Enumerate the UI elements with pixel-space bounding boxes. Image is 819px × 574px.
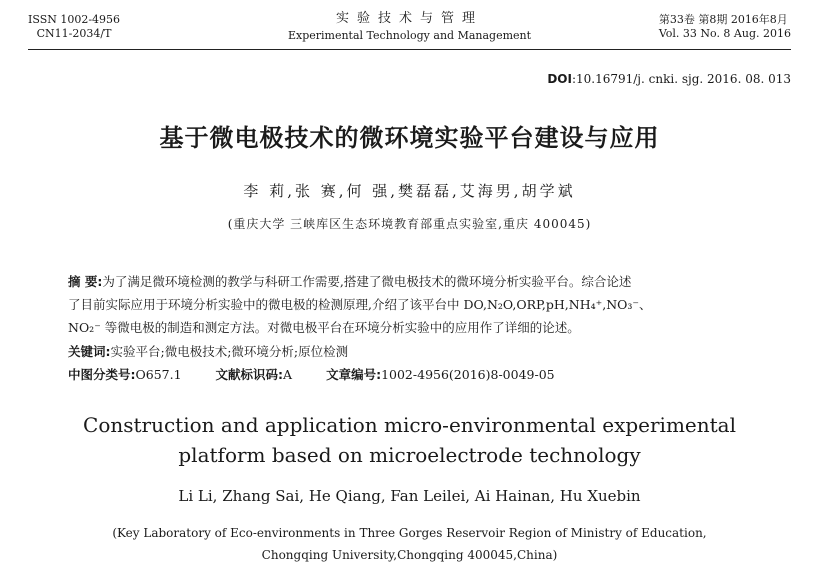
issn: ISSN 1002-4956 xyxy=(28,13,121,26)
issue-info-en: Vol. 33 No. 8 Aug. 2016 xyxy=(658,27,791,40)
affiliation-en xyxy=(0,522,819,566)
paper-title-en xyxy=(0,410,819,470)
paper-title-en-line-1: Construction and application micro-environmental experimental xyxy=(83,413,736,437)
clc-value: O657.1 xyxy=(135,367,182,382)
header-divider xyxy=(28,49,791,50)
abstract-line-3: NO₂⁻ 等微电极的制造和测定方法。对微电极平台在环境分析实验中的应用作了详细的论述。 xyxy=(68,320,580,335)
clc-label: 中图分类号: xyxy=(68,367,136,382)
issue-info xyxy=(659,13,791,41)
doi-value: :10.16791/j. cnki. sjg. 2016. 08. 013 xyxy=(571,72,791,86)
authors-cn: 李 莉,张 赛,何 强,樊磊磊,艾海男,胡学斌 xyxy=(243,182,576,200)
keywords xyxy=(68,343,768,361)
doi-label: DOI xyxy=(547,72,572,86)
paper-title-en-line-2: platform based on microelectrode technology xyxy=(178,443,641,467)
journal-name-en: Experimental Technology and Management xyxy=(287,29,532,42)
affiliation-en-line-1: (Key Laboratory of Eco-environments in Three Gorges Reservoir Region of Ministry of Education, xyxy=(112,526,707,540)
keywords-label: 关键词: xyxy=(68,344,111,359)
doi xyxy=(547,72,791,86)
classification xyxy=(68,366,768,384)
cn-number: CN11-2034/T xyxy=(36,27,112,40)
affiliation-cn: (重庆大学 三峡库区生态环境教育部重点实验室,重庆 400045) xyxy=(227,217,592,231)
issue-info-cn: 第33卷 第8期 2016年8月 xyxy=(658,13,788,26)
affiliation-en-line-2: Chongqing University,Chongqing 400045,China) xyxy=(261,548,558,562)
journal-name-cn: 实验技术与管理 xyxy=(335,11,483,26)
abstract xyxy=(68,270,758,339)
article-number-label: 文章编号: xyxy=(326,367,382,382)
abstract-line-1: 摘 要:为了满足微环境检测的教学与科研工作需要,搭建了微电极技术的微环境分析实验平台。综合论述 xyxy=(68,274,632,289)
paper-title-cn: 基于微电极技术的微环境实验平台建设与应用 xyxy=(159,124,660,152)
journal-header xyxy=(0,0,819,50)
article-number-value: 1002-4956(2016)8-0049-05 xyxy=(381,367,555,382)
keywords-value: 实验平台;微电极技术;微环境分析;原位检测 xyxy=(110,344,349,359)
abstract-line-2: 了目前实际应用于环境分析实验中的微电极的检测原理,介绍了该平台中 DO,N₂O,ORP,pH,NH₄⁺,NO₃⁻、 xyxy=(68,297,652,312)
doc-code-value: A xyxy=(283,367,293,382)
abstract-label: 摘 要: xyxy=(68,274,103,289)
doc-code-label: 文献标识码: xyxy=(215,367,284,382)
authors-en: Li Li, Zhang Sai, He Qiang, Fan Leilei, Ai Hainan, Hu Xuebin xyxy=(178,487,641,505)
